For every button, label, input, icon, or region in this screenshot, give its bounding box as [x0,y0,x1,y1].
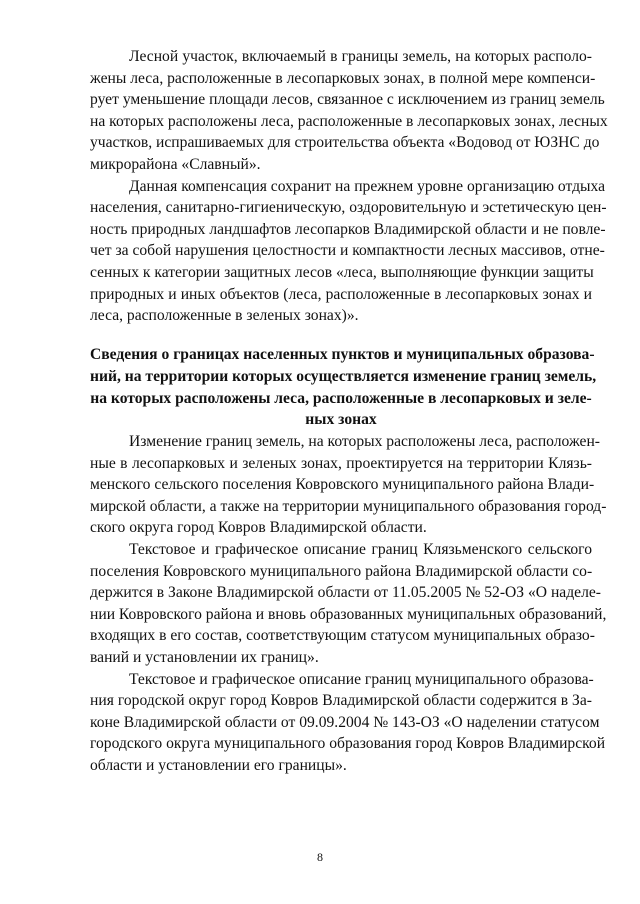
text-line: коне Владимирской области от 09.09.2004 № 143-ОЗ «О наделении статусом [90,713,600,731]
text-line: поселения Ковровского муниципального района Владимирской области со- [90,562,593,580]
text-line: ского округа город Ковров Владимирской области. [90,519,427,537]
section-heading [90,344,597,431]
text-line: Текстовое и графическое описание границ Клязьменского сельского [129,540,592,558]
text-line: менского сельского поселения Ковровского муниципального района Влади- [90,476,595,494]
text-line: Текстовое и графическое описание границ муниципального образова- [129,670,594,688]
text-line: области и установлении его границы». [90,756,347,774]
text-line: жены леса, расположенные в лесопарковых зонах, в полной мере компенси- [90,69,596,87]
text-line: природных и иных объектов (леса, расположенные в лесопарковых зонах и [90,285,592,303]
text-line: сенных к категории защитных лесов «леса, выполняющие функции защиты [90,263,594,281]
text-line: чет за собой нарушения целостности и компактности лесных массивов, отне- [90,242,605,260]
paragraph-compensation-effect [90,176,607,327]
intro-text-block [90,46,608,327]
page-number: 8 [317,850,323,864]
text-line: населения, санитарно-гигиеническую, оздоровительную и эстетическую цен- [90,199,607,217]
paragraph-kovrov-boundaries [90,669,606,777]
text-line: городского округа муниципального образования город Ковров Владимирской [90,735,606,753]
text-line: микрорайона «Славный». [90,155,261,173]
text-line: леса, расположенные в зеленых зонах)». [90,307,359,325]
section-heading-block [90,344,597,431]
text-line: на которых расположены леса, расположенные в лесопарковых зонах, лесных [90,112,608,130]
paragraph-klyazma-boundaries [90,539,607,669]
heading-line: ний, на территории которых осуществляется изменение границ земель, [90,367,597,385]
section-text-block [90,431,607,777]
text-line: ния городской округ город Ковров Владимирской области содержится в За- [90,692,592,710]
text-line: Изменение границ земель, на которых расположены леса, расположен- [129,433,600,450]
heading-line: Сведения о границах населенных пунктов и муниципальных образова- [90,346,595,363]
text-line: участков, испрашиваемых для строительства объекта «Водовод от ЮЗНС до [90,134,600,152]
text-line: нии Ковровского района и вновь образованных муниципальных образований, [90,605,607,623]
text-line: ность природных ландшафтов лесопарков Владимирской области и не повле- [90,220,606,238]
text-line: Данная компенсация сохранит на прежнем уровне организацию отдыха [129,177,606,195]
text-line: держится в Законе Владимирской области от 11.05.2005 № 52-ОЗ «О наделе- [90,584,601,602]
text-line: Лесной участок, включаемый в границы земель, на которых располо- [129,48,592,65]
text-line: ные в лесопарковых и зеленых зонах, проектируется на территории Клязь- [90,454,592,472]
paragraph-territory [90,431,607,539]
heading-line: на которых расположены леса, расположенные в лесопарковых и зеле- [90,389,592,407]
text-line: рует уменьшение площади лесов, связанное с исключением из границ земель [90,91,605,109]
text-line: ваний и установлении их границ». [90,648,319,666]
text-line: входящих в его состав, соответствующим статусом муниципальных образо- [90,627,595,645]
text-line: мирской области, а также на территории муниципального образования город- [90,497,607,515]
heading-line: ных зонах [305,411,377,429]
paragraph-compensation-plot [90,46,608,176]
